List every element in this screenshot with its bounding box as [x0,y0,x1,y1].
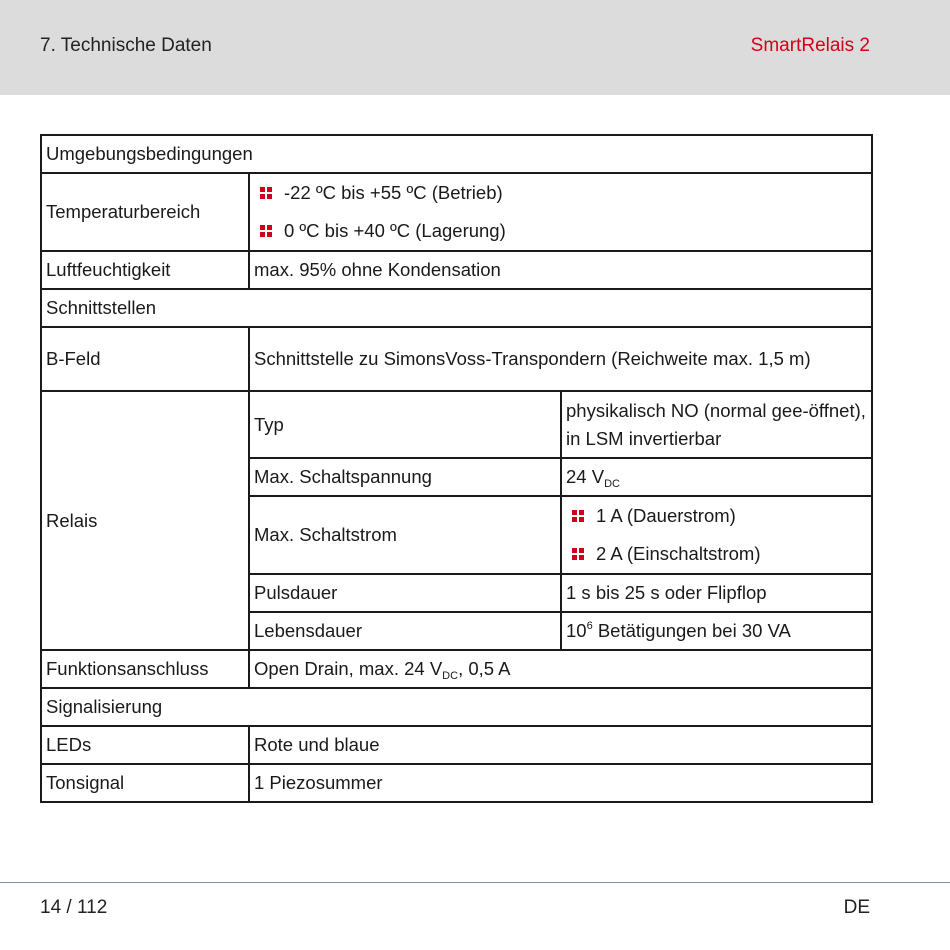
bullet-icon [260,225,272,237]
leds-label: LEDs [41,726,249,764]
bullet-icon [260,187,272,199]
list-item [566,535,867,573]
product-name: SmartRelais 2 [750,35,870,56]
bullet-icon [572,510,584,522]
bullet-icon [572,548,584,560]
table-row [41,173,872,251]
section-title: 7. Technische Daten [40,35,212,56]
list-item [566,497,867,535]
relay-pulse-label: Pulsdauer [249,574,561,612]
table-row [41,135,872,173]
function-label: Funktionsanschluss [41,650,249,688]
tone-label: Tonsignal [41,764,249,802]
language-code: DE [843,897,870,918]
footer-divider [0,882,950,883]
relay-life-value: $10^6$ Betätigungen bei 30 VA [561,612,872,650]
relay-voltage-value: 24 $V_{DC}$ [561,458,872,496]
humidity-value: max. 95% ohne Kondensation [249,251,872,289]
table-row [41,289,872,327]
table-row [41,251,872,289]
relay-pulse-value: 1 s bis 25 s oder Flipflop [561,574,872,612]
interfaces-heading: Schnittstellen [41,289,872,327]
page-header [0,0,950,95]
table-row [41,688,872,726]
table-row [41,327,872,391]
temperature-values [249,173,872,251]
signals-heading: Signalisierung [41,688,872,726]
relay-type-value: physikalisch NO (normal gee-öffnet), in LSM invertierbar [561,391,872,458]
page-number: 14 / 112 [40,897,108,918]
table-row [41,650,872,688]
relay-current-inrush: 2 A (Einschaltstrom) [596,543,761,564]
relay-life-label: Lebensdauer [249,612,561,650]
list-item [254,212,867,250]
relay-label: Relais [41,391,249,650]
relay-current-label: Max. Schaltstrom [249,496,561,574]
ambient-heading: Umgebungsbedingungen [41,135,872,173]
humidity-label: Luftfeuchtigkeit [41,251,249,289]
temperature-storage: 0 ºC bis +40 ºC (Lagerung) [284,220,506,241]
leds-value: Rote und blaue [249,726,872,764]
bfield-value: Schnittstelle zu SimonsVoss-Transpondern (Reichweite max. 1,5 m) [249,327,872,391]
list-item [254,174,867,212]
function-value: Open Drain, max. 24 $V_{DC}$, 0,5 A [249,650,872,688]
relay-current-values [561,496,872,574]
temperature-operation: -22 ºC bis +55 ºC (Betrieb) [284,182,503,203]
table-row [41,764,872,802]
relay-type-label: Typ [249,391,561,458]
bfield-label: B-Feld [41,327,249,391]
relay-current-continuous: 1 A (Dauerstrom) [596,505,736,526]
temperature-label: Temperaturbereich [41,173,249,251]
tone-value: 1 Piezosummer [249,764,872,802]
table-row [41,391,872,458]
technical-data-table [40,134,873,803]
table-row [41,726,872,764]
relay-voltage-label: Max. Schaltspannung [249,458,561,496]
